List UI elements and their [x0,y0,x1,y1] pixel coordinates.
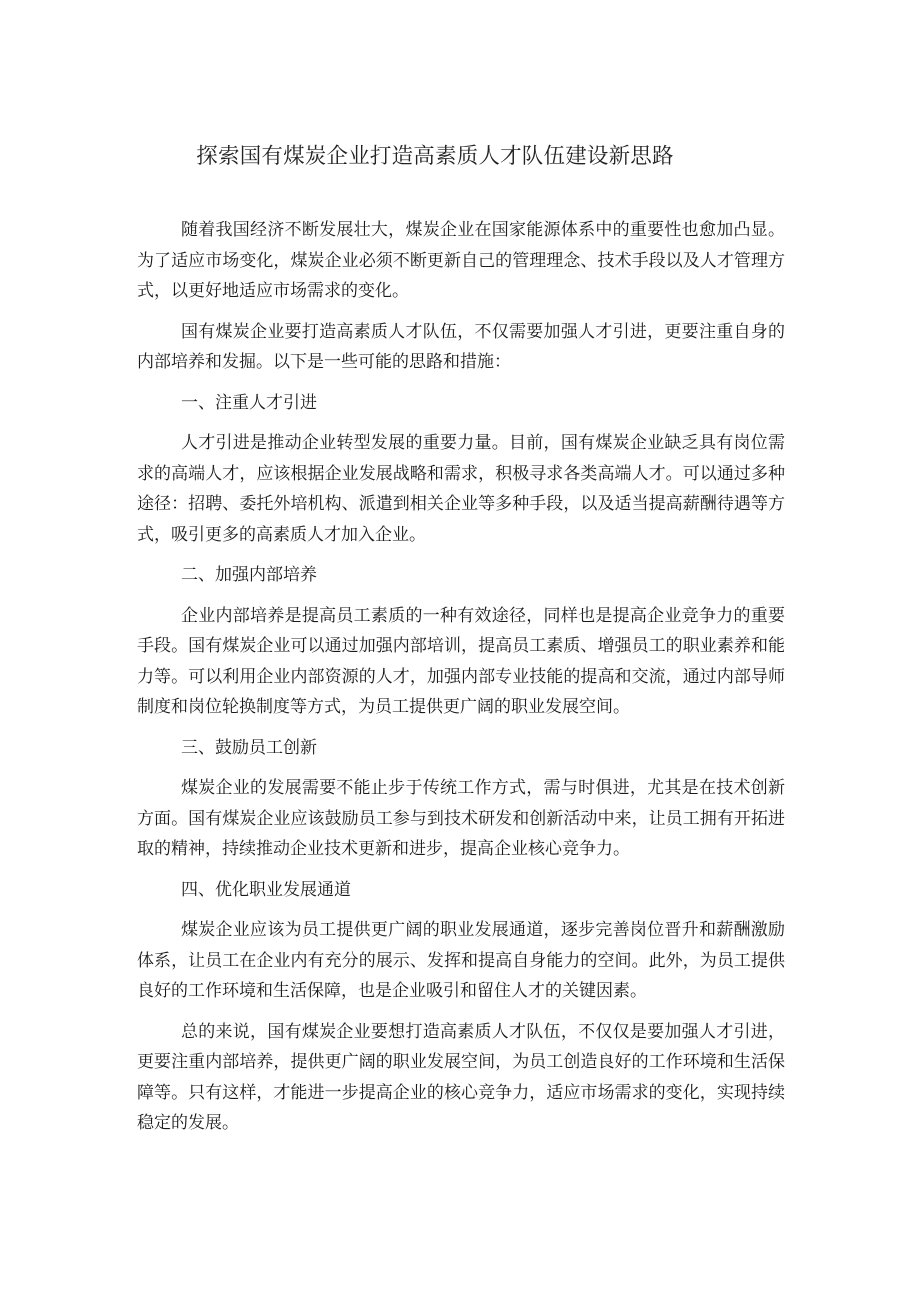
paragraph-section-3: 煤炭企业的发展需要不能止步于传统工作方式，需与时俱进，尤其是在技术创新方面。国有煤炭企业应该鼓励员工参与到技术研发和创新活动中来，让员工拥有开拓进取的精神，持续推动企业技术更新和进步，提高企业核心竞争力。 [137,778,785,859]
paragraph-section-1: 人才引进是推动企业转型发展的重要力量。目前，国有煤炭企业缺乏具有岗位需求的高端人才，应该根据企业发展战略和需求，积极寻求各类高端人才。可以通过多种途径：招聘、委托外培机构、派遣到相关企业等多种手段，以及适当提高薪酬待遇等方式，吸引更多的高素质人才加入企业。 [137,433,785,545]
document-body [137,215,785,1149]
paragraph-section-4: 煤炭企业应该为员工提供更广阔的职业发展通道，逐步完善岗位晋升和薪酬激励体系，让员工在企业内有充分的展示、发挥和提高自身能力的空间。此外，为员工提供良好的工作环境和生活保障，也是企业吸引和留住人才的关键因素。 [137,920,785,1001]
section-heading-1: 一、注重人才引进 [181,392,317,413]
paragraph-intro: 随着我国经济不断发展壮大，煤炭企业在国家能源体系中的重要性也愈加凸显。为了适应市场变化，煤炭企业必须不断更新自己的管理理念、技术手段以及人才管理方式，以更好地适应市场需求的变化。 [137,220,785,301]
document-title: 探索国有煤炭企业打造高素质人才队伍建设新思路 [196,144,674,169]
paragraph-overview: 国有煤炭企业要打造高素质人才队伍，不仅需要加强人才引进，更要注重自身的内部培养和发掘。以下是一些可能的思路和措施： [137,321,785,372]
section-heading-4: 四、优化职业发展通道 [181,879,351,900]
section-heading-2: 二、加强内部培养 [181,565,317,585]
paragraph-conclusion: 总的来说，国有煤炭企业要想打造高素质人才队伍，不仅仅是要加强人才引进，更要注重内部培养，提供更广阔的职业发展空间，为员工创造良好的工作环境和生活保障等。只有这样，才能进一步提高企业的核心竞争力，适应市场需求的变化，实现持续稳定的发展。 [137,1021,785,1133]
section-heading-3: 三、鼓励员工创新 [181,737,317,758]
paragraph-section-2: 企业内部培养是提高员工素质的一种有效途径，同样也是提高企业竞争力的重要手段。国有煤炭企业可以通过加强内部培训，提高员工素质、增强员工的职业素养和能力等。可以利用企业内部资源的人才，加强内部专业技能的提高和交流，通过内部导师制度和岗位轮换制度等方式，为员工提供更广阔的职业发展空间。 [137,605,785,717]
